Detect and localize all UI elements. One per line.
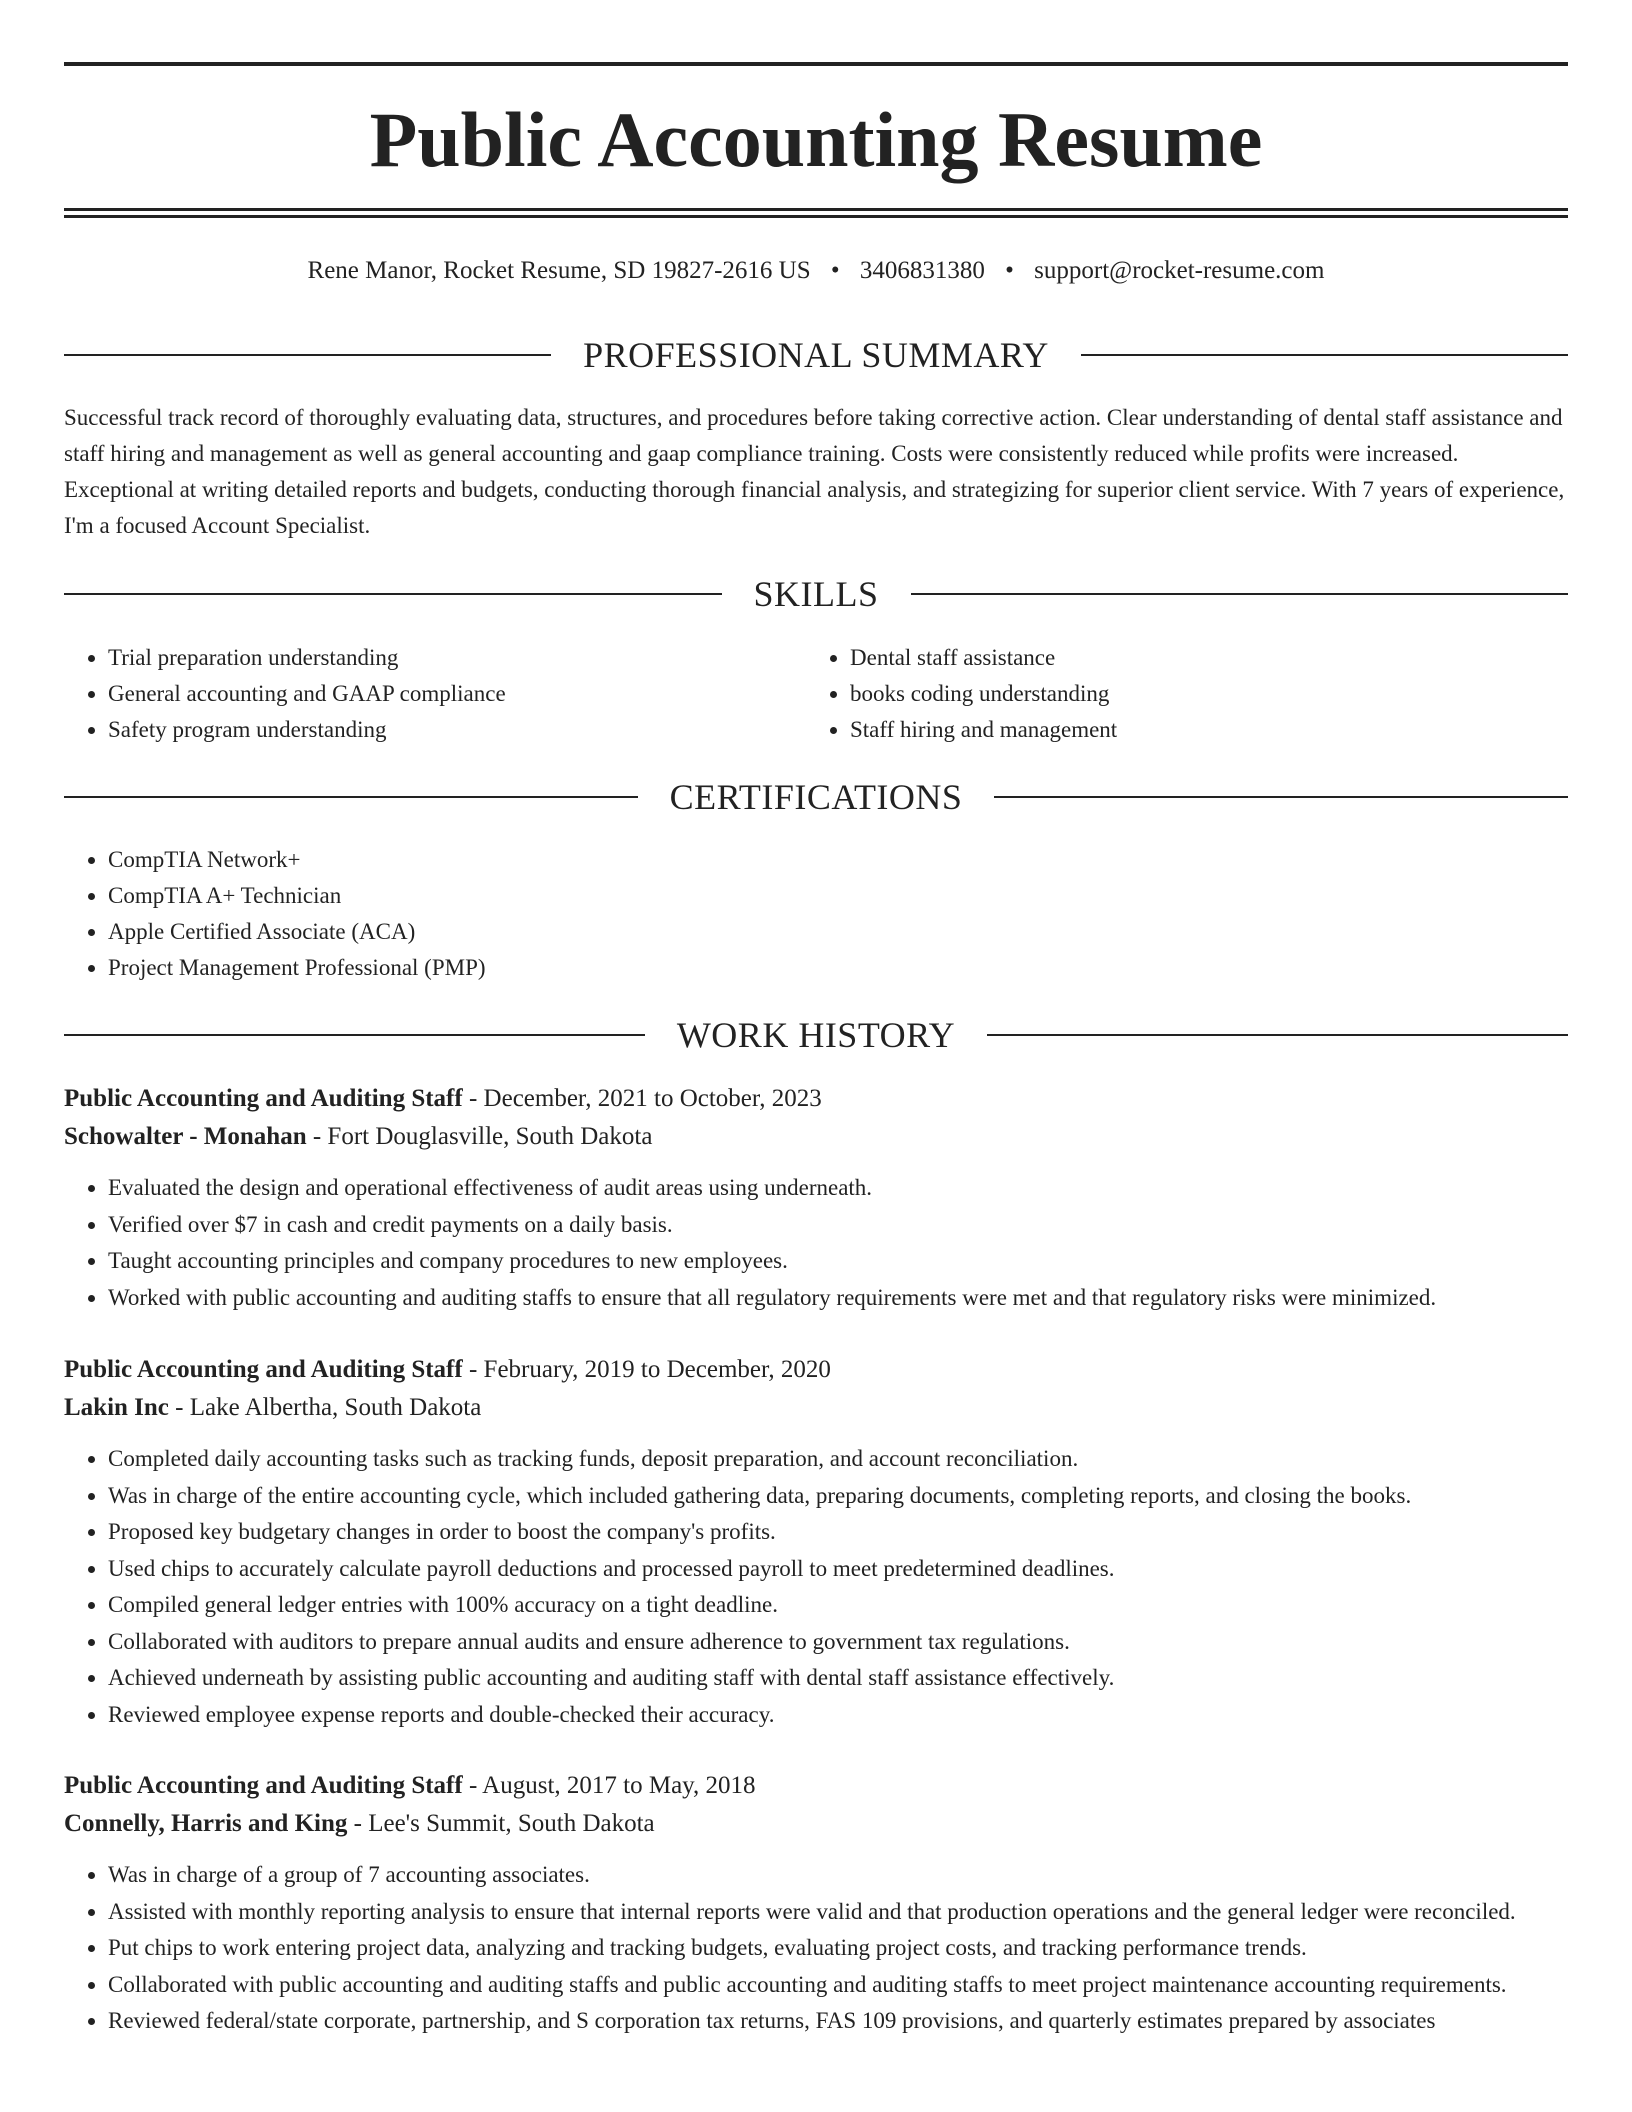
job-bullet: • Reviewed federal/state corporate, partnership, and S corporation tax returns, FAS 109 provisions, and quarterly estimates prepared by associates (108, 2003, 1568, 2040)
job-bullet: • Assisted with monthly reporting analysis to ensure that internal reports were valid and that production operations and the general ledger were reconciled. (108, 1894, 1568, 1931)
job-location: - Lee's Summit, South Dakota (347, 1810, 655, 1837)
job-bullet: • Collaborated with auditors to prepare annual audits and ensure adherence to government tax regulations. (108, 1624, 1568, 1661)
job-dates: - December, 2021 to October, 2023 (462, 1085, 822, 1112)
job-company-line (64, 1118, 1568, 1156)
job-bullet: • Taught accounting principles and company procedures to new employees. (108, 1243, 1568, 1280)
job-bullet: • Used chips to accurately calculate payroll deductions and processed payroll to meet predetermined deadlines. (108, 1551, 1568, 1588)
divider (64, 796, 638, 798)
job-bullet: • Compiled general ledger entries with 100% accuracy on a tight deadline. (108, 1587, 1568, 1624)
job-bullet: • Collaborated with public accounting and auditing staffs and public accounting and auditing staffs to meet project maintenance accounting requirements. (108, 1967, 1568, 2004)
divider (64, 593, 722, 595)
skill-item: • Staff hiring and management (850, 712, 1506, 748)
section-header-work-history (64, 1013, 1568, 1057)
section-title: WORK HISTORY (676, 1015, 956, 1055)
contact-separator: • (830, 257, 840, 284)
section-title: PROFESSIONAL SUMMARY (583, 335, 1049, 375)
section-header-summary (64, 333, 1568, 377)
job-company-line (64, 1805, 1568, 1843)
job-bullet: • Put chips to work entering project data, analyzing and tracking budgets, evaluating project costs, and tracking performance trends. (108, 1930, 1568, 1967)
title-rule-lower (64, 215, 1568, 218)
certification-item: • Apple Certified Associate (ACA) (108, 914, 1568, 950)
skill-item: • Dental staff assistance (850, 640, 1506, 676)
job-role: Public Accounting and Auditing Staff (64, 1085, 463, 1112)
contact-phone: 3406831380 (859, 257, 985, 284)
section-title: SKILLS (753, 574, 879, 614)
top-rule (64, 62, 1568, 66)
divider (64, 354, 551, 356)
job-company-line (64, 1389, 1568, 1427)
job-company: Connelly, Harris and King (64, 1810, 348, 1837)
job-role: Public Accounting and Auditing Staff (64, 1356, 463, 1383)
page-title: Public Accounting Resume (369, 96, 1263, 183)
job-bullet: • Achieved underneath by assisting public accounting and auditing staff with dental staff assistance effectively. (108, 1660, 1568, 1697)
job-bullet: • Worked with public accounting and auditing staffs to ensure that all regulatory requirements were met and that regulatory risks were minimized. (108, 1280, 1568, 1317)
skill-item: • General accounting and GAAP compliance (108, 676, 764, 712)
job-bullet: • Proposed key budgetary changes in order to boost the company's profits. (108, 1514, 1568, 1551)
job-entry (64, 1080, 1568, 1316)
certifications-list (64, 842, 1568, 986)
job-bullets (64, 1441, 1568, 1733)
summary-text: Successful track record of thoroughly evaluating data, structures, and procedures before taking corrective action. Clear understanding of dental staff assistance and staff hiring and management as well as general accounting and gaap compliance training. Costs were consistently reduced while profits were increased. Exceptional at writing detailed reports and budgets, conducting thorough financial analysis, and strategizing for superior client service. With 7 years of experience, I'm a focused Account Specialist. (64, 405, 1565, 538)
job-bullet: • Was in charge of a group of 7 accounting associates. (108, 1857, 1568, 1894)
section-header-skills (64, 572, 1568, 616)
job-company: Schowalter - Monahan (64, 1123, 307, 1150)
divider (911, 593, 1569, 595)
job-title-line (64, 1080, 1568, 1118)
job-company: Lakin Inc (64, 1394, 169, 1421)
job-bullet: • Was in charge of the entire accounting cycle, which included gathering data, preparing documents, completing reports, and closing the books. (108, 1478, 1568, 1515)
job-bullet: • Completed daily accounting tasks such as tracking funds, deposit preparation, and account reconciliation. (108, 1441, 1568, 1478)
job-location: - Lake Albertha, South Dakota (168, 1394, 482, 1421)
skill-item: • Trial preparation understanding (108, 640, 764, 676)
divider (987, 1034, 1568, 1036)
certification-item: • CompTIA A+ Technician (108, 878, 1568, 914)
job-bullet: • Verified over $7 in cash and credit payments on a daily basis. (108, 1207, 1568, 1244)
skill-item: • Safety program understanding (108, 712, 764, 748)
section-header-certifications (64, 775, 1568, 819)
contact-address: Rene Manor, Rocket Resume, SD 19827-2616 US (307, 257, 811, 284)
job-bullet: • Reviewed employee expense reports and double-checked their accuracy. (108, 1697, 1568, 1734)
job-entry (64, 1767, 1568, 2040)
contact-email: support@rocket-resume.com (1034, 257, 1325, 284)
job-dates: - February, 2019 to December, 2020 (462, 1356, 831, 1383)
divider (1081, 354, 1568, 356)
contact-line (64, 254, 1568, 288)
skills-column-left (64, 640, 764, 748)
job-title-line (64, 1767, 1568, 1805)
job-bullets (64, 1170, 1568, 1316)
section-title: CERTIFICATIONS (669, 777, 963, 817)
title-rule-upper (64, 208, 1568, 211)
job-dates: - August, 2017 to May, 2018 (462, 1772, 756, 1799)
divider (994, 796, 1568, 798)
contact-separator: • (1005, 257, 1014, 284)
skills-column-right (806, 640, 1506, 748)
job-bullet: • Evaluated the design and operational effectiveness of audit areas using underneath. (108, 1170, 1568, 1207)
job-role: Public Accounting and Auditing Staff (64, 1772, 463, 1799)
job-bullets (64, 1857, 1568, 2040)
job-title-line (64, 1351, 1568, 1389)
certification-item: • CompTIA Network+ (108, 842, 1568, 878)
certification-item: • Project Management Professional (PMP) (108, 950, 1568, 986)
job-location: - Fort Douglasville, South Dakota (306, 1123, 653, 1150)
divider (64, 1034, 645, 1036)
job-entry (64, 1351, 1568, 1733)
skill-item: • books coding understanding (850, 676, 1506, 712)
